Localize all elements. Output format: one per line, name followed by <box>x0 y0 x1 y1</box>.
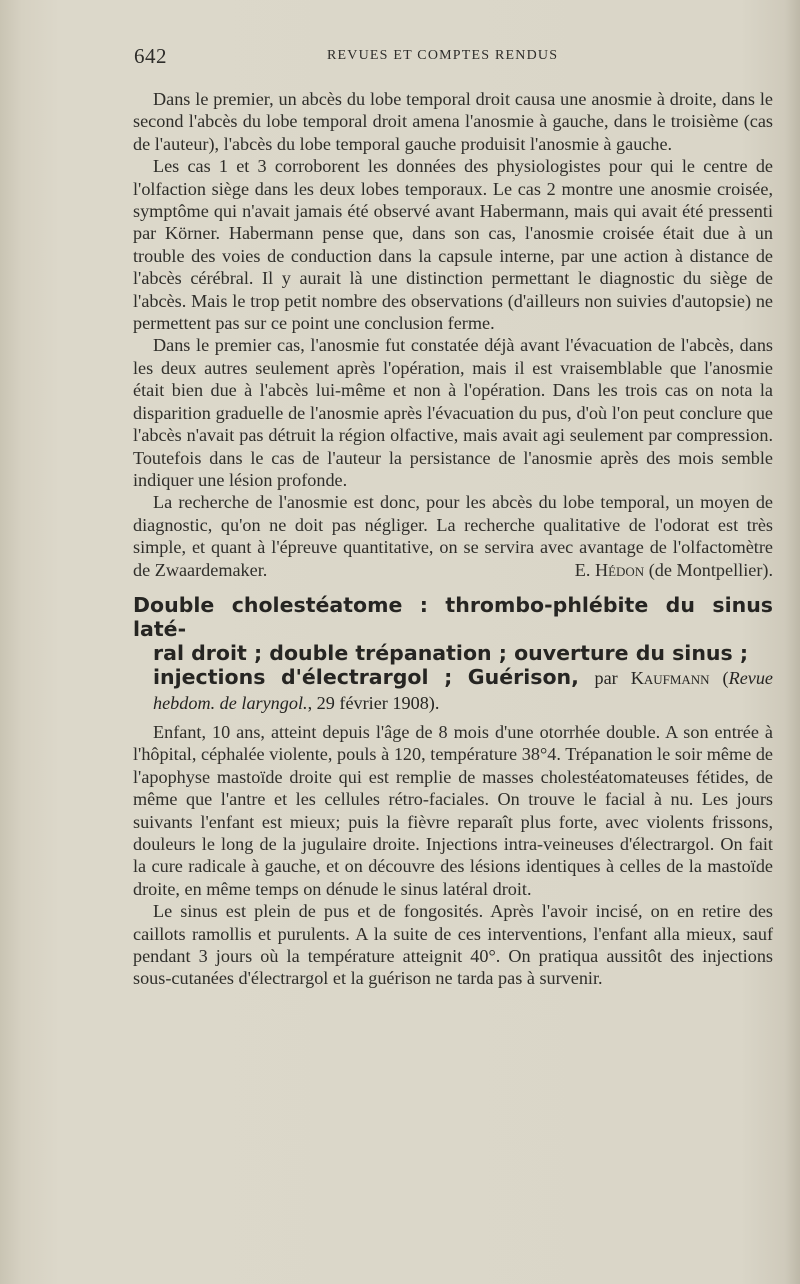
signature-place: (de Montpellier). <box>648 559 773 580</box>
paragraph: Dans le premier cas, l'anosmie fut constatée déjà avant l'évacuation de l'abcès, dans les deux autres seulement après l'opération, mais il est vraisemblable que l'anosmie était bien due à l'abcès lui-même et non à l'opération. Dans les trois cas on nota la disparition graduelle de l'anosmie après l'évacuation du pus, d'où l'on peut conclure que l'abcès n'avait pas détruit la région olfactive, mais avait agi seulement par compression. Toutefois dans le cas de l'auteur la persistance de l'anosmie après des mois semble indiquer une lésion profonde. <box>133 335 773 490</box>
paragraph: Enfant, 10 ans, atteint depuis l'âge de 8 mois d'une otorrhée double. A son entrée à l'hôpital, céphalée violente, pouls à 120, température 38°4. Trépanation le soir même de l'apophyse mastoïde droite qui est remplie de masses cholestéatomateuses fétides, de même que l'antre et les cellules rétro-faciales. On trouve le facial à nu. Les jours suivants l'enfant est mieux; puis la fièvre reparaît plus forte, avec violents frissons, douleurs le long de la jugulaire droite. Injections intra-veineuses d'électrargol. On fait la cure radicale à gauche, et on découvre des lésions identiques à celles de la mastoïde droite, en même temps on dénude le sinus latéral droit. <box>133 721 773 899</box>
paragraph: Les cas 1 et 3 corroborent les données des physiologistes pour qui le centre de l'olfaction siège dans les deux lobes temporaux. Le cas 2 montre une anosmie croisée, symptôme qui n'avait jamais été observé avant Habermann, mais qui avait été pressenti par Körner. Habermann pense que, dans son cas, l'anosmie croisée était due à un trouble des voies de conduction dans la capsule interne, par une action à distance de l'abcès cérébral. Il y aurait là une distinction permettant le diagnostic du siège de l'abcès. Mais le trop petit nombre des observations (d'ailleurs non suivies d'autopsie) ne permettent pas sur ce point une conclusion ferme. <box>133 156 773 334</box>
running-head: REVUES ET COMPTES RENDUS <box>327 48 559 63</box>
article-title-text: injections d'électrargol ; Guérison, <box>153 664 579 689</box>
article-title-line-last <box>133 665 773 715</box>
page-header <box>134 44 784 74</box>
signature <box>555 559 773 581</box>
article-title-line: Double cholestéatome : thrombo-phlébite du sinus laté- <box>133 592 773 641</box>
article-source: Revue hebdom. de laryngol. <box>153 667 773 713</box>
paragraph <box>133 491 773 581</box>
paragraph: Le sinus est plein de pus et de fongosités. Après l'avoir incisé, on en retire des caillots ramollis et purulents. A la suite de ces interventions, l'enfant alla mieux, sauf pendant 3 jours où la température atteignit 40°. On pratiqua aussitôt des injections sous-cutanées d'électrargol et la guérison ne tarda pas à survenir. <box>133 901 773 989</box>
article-author: Kaufmann <box>630 667 710 688</box>
source-open: ( <box>722 667 729 688</box>
article-title-line: ral droit ; double trépanation ; ouverture du sinus ; <box>153 640 749 665</box>
byline-par: par <box>594 667 618 688</box>
page-number: 642 <box>134 44 167 68</box>
article-title <box>133 593 773 715</box>
body-text <box>133 88 773 990</box>
paragraph: Dans le premier, un abcès du lobe temporal droit causa une anosmie à droite, dans le second l'abcès du lobe temporal droit amena l'anosmie à gauche, dans le troisième (cas de l'auteur), l'abcès du lobe temporal gauche produisit l'anosmie à gauche. <box>133 89 773 154</box>
signature-initial: E. <box>574 559 591 580</box>
article-date: , 29 février 1908). <box>307 692 440 713</box>
signature-name: Hédon <box>594 559 645 580</box>
paragraph-text: La recherche de l'anosmie est donc, pour les abcès du lobe temporal, un moyen de diagnostic, qu'on ne doit pas négliger. La recherche qualitative de l'odorat est très simple, et quant à l'épreuve quantitative, on se servira avec avantage de l'olfactomètre de Zwaardemaker. <box>133 492 773 580</box>
